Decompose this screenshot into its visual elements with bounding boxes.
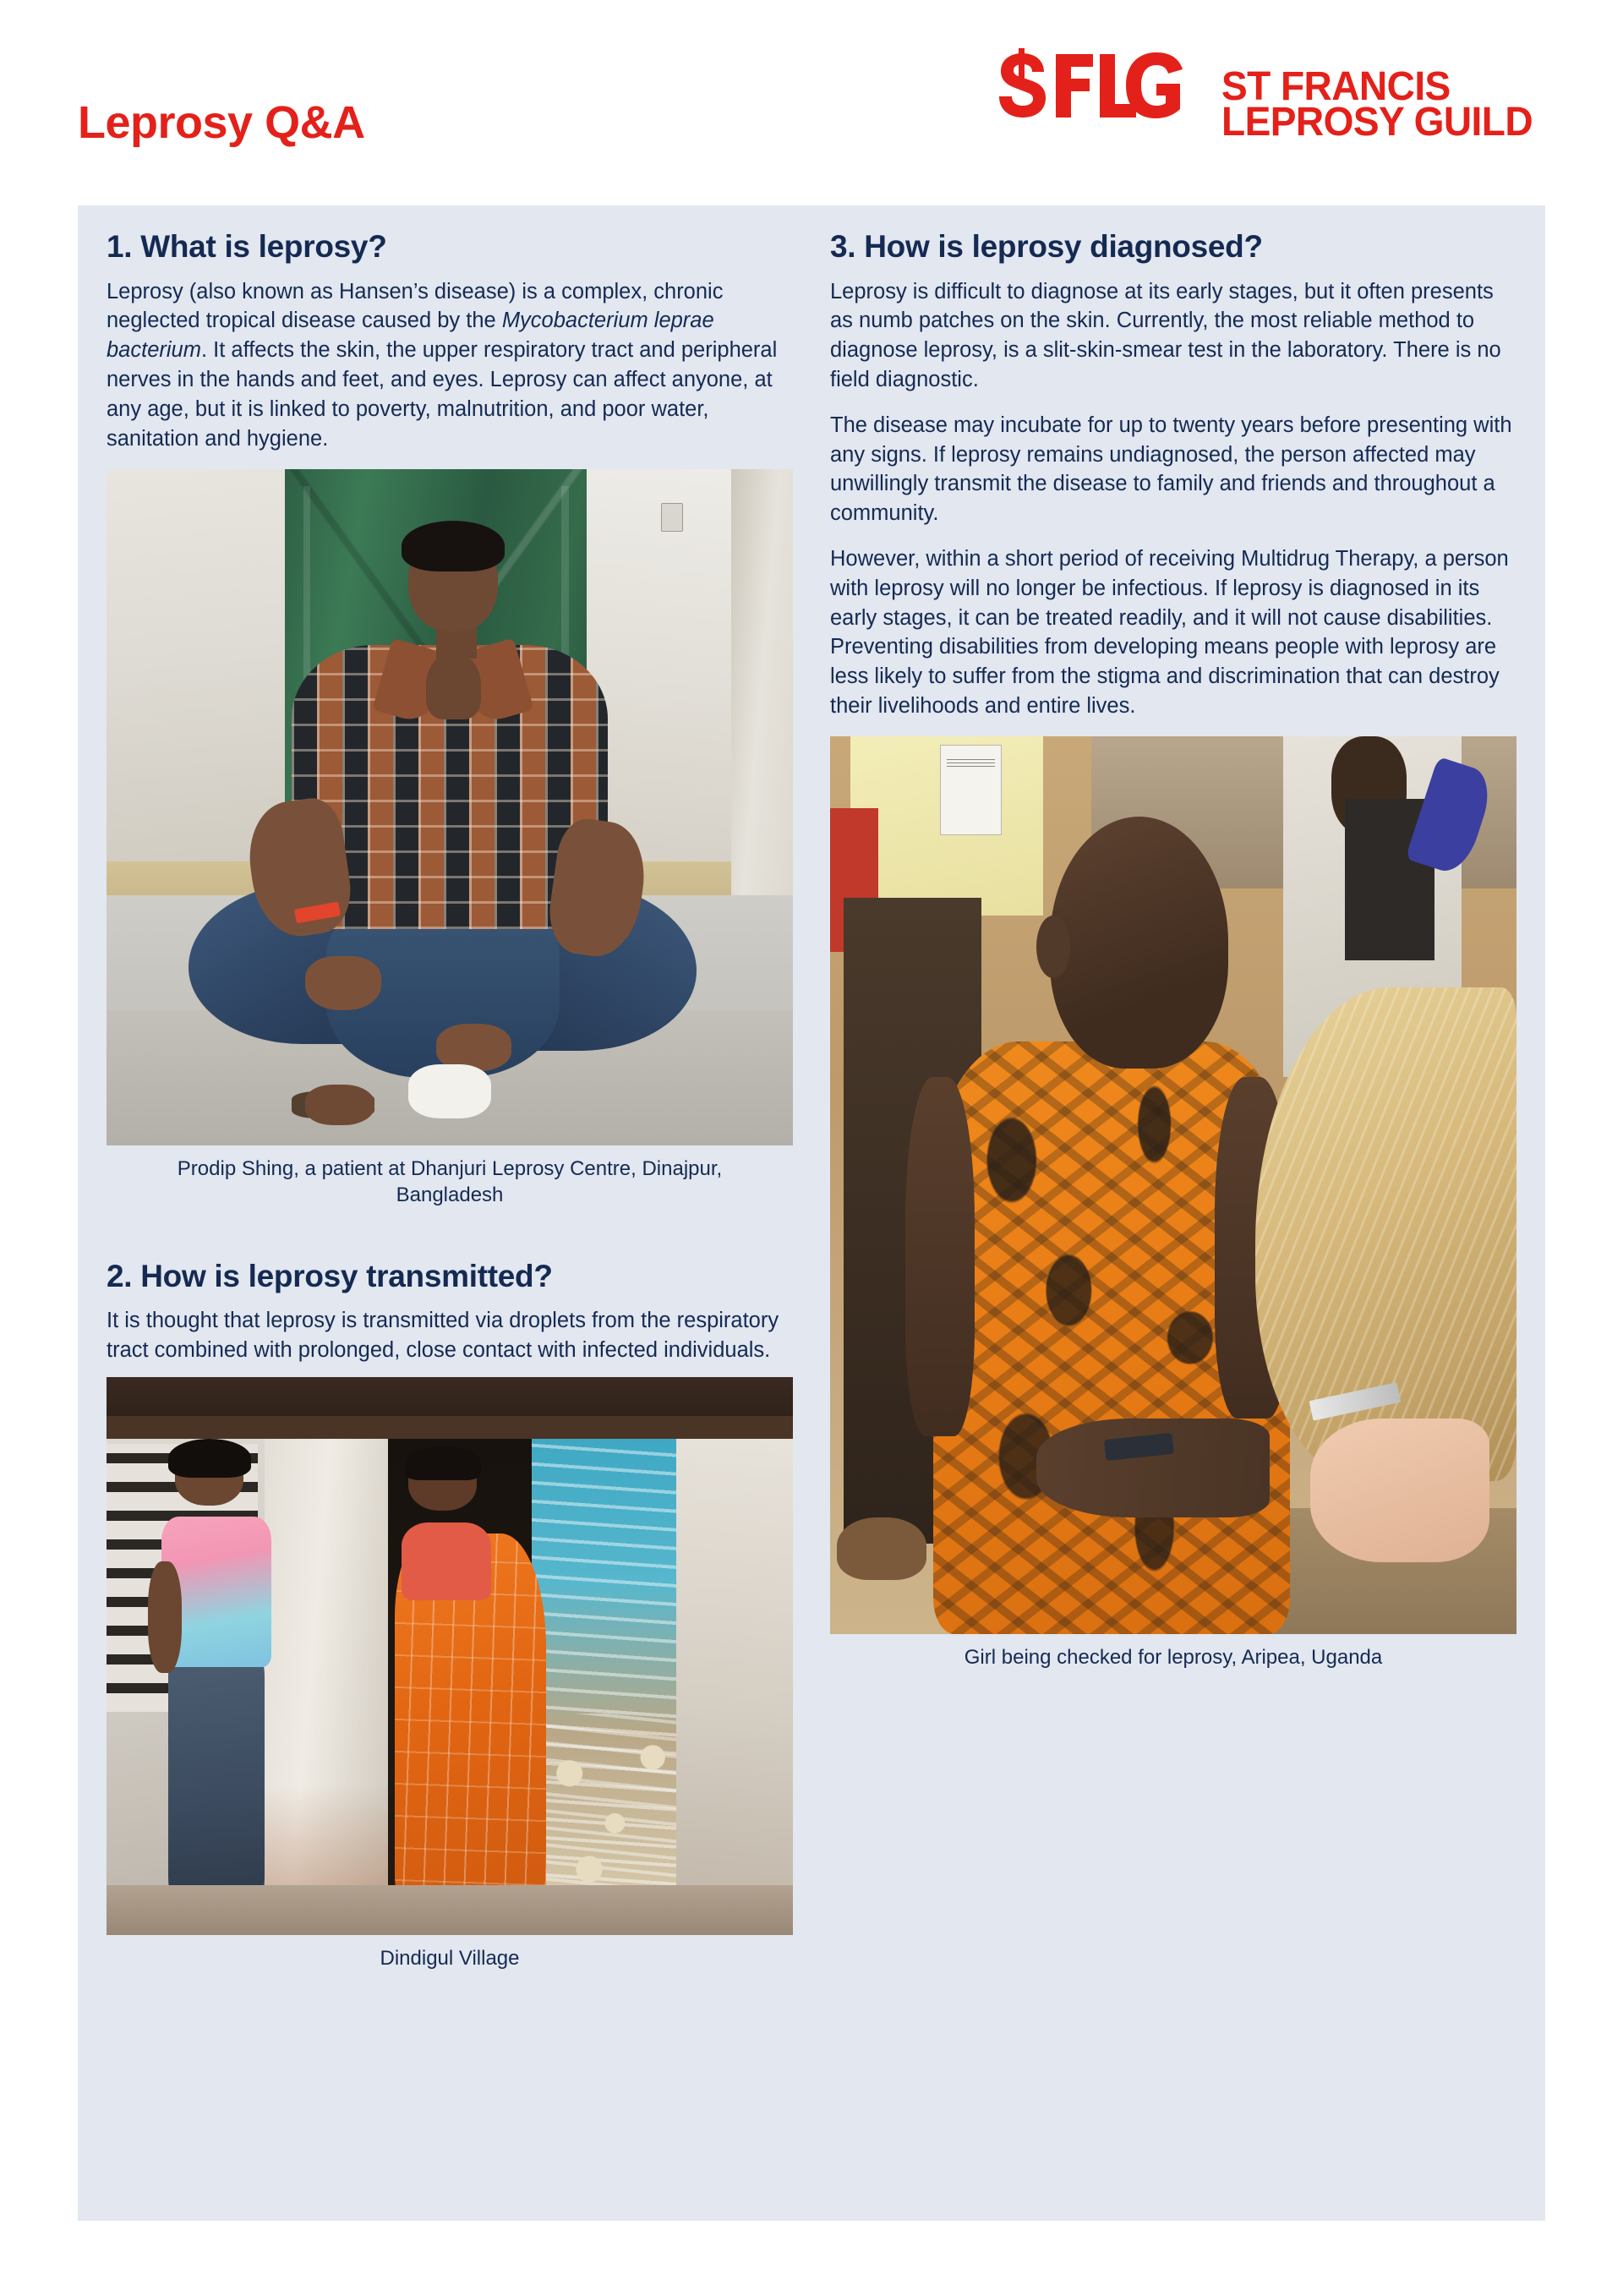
photo3-id-badge [940,745,1002,834]
logo-line-1: ST FRANCIS [1221,64,1451,110]
page-title: Leprosy Q&A [78,97,365,148]
figure-prodip-shing [107,469,793,1207]
sflg-monogram-icon [995,46,1206,142]
sflg-logo-wordmark [1221,64,1545,145]
q1-species-name: Mycobacterium leprae bacterium [107,309,714,363]
photo3-health-worker-hair [1255,987,1516,1481]
photo3-girl-head [1050,817,1228,1068]
photo2-boy-trousers [168,1656,265,1907]
content-panel [78,205,1545,2221]
photo1-hand-left [305,956,380,1010]
question-2-body: It is thought that leprosy is transmitted via droplets from the respiratory tract combined with prolonged, close contact with infected individuals. [107,1309,779,1363]
photo2-ground [107,1885,793,1935]
figure-aripea-uganda [830,736,1516,1670]
caption-dindigul-village: Dindigul Village [380,1946,520,1970]
q1-text-part1: Leprosy (also known as Hansen’s disease) is a complex, chronic neglected tropical disease caused by the [107,279,724,333]
photo-dindigul-village [107,1377,793,1935]
question-3-paragraph-2: The disease may incubate for up to twenty years before presenting with any signs. If leprosy remains undiagnosed, the person affected may unwillingly transmit the disease to family and friends and throughout a community. [830,413,1512,526]
figure-dindigul-village [107,1377,793,1971]
left-column [107,229,793,1971]
photo2-boy-arm [148,1561,183,1673]
photo1-chest [426,652,481,719]
right-column [830,229,1516,1971]
photo2-boy-hair [168,1439,250,1478]
caption-prodip-shing: Prodip Shing, a patient at Dhanjuri Leprosy Centre, Dinajpur, Bangladesh [177,1157,723,1206]
photo2-curtain [532,1439,683,1913]
photo3-girl-arm-left [905,1077,974,1436]
photo2-woman-hair [405,1446,480,1480]
question-3-paragraph-1: Leprosy is difficult to diagnose at its early stages, but it often presents as numb patches on the skin. Currently, the most reliable method to diagnose leprosy, is a slit-skin-smear test in the laboratory. There is no field diagnostic. [830,279,1501,391]
question-3-heading: 3. How is leprosy diagnosed? [830,229,1263,264]
photo-prodip-shing [107,469,793,1145]
logo-line-2: LEPROSY GUILD [1221,99,1533,145]
photo3-worker-shoe [837,1517,926,1580]
q1-text-part2: . It affects the skin, the upper respiratory tract and peripheral nerves in the hands and feet, and eyes. Leprosy can affect anyone, at any age, but it is linked to poverty, malnutrition, and poor water, sanitation and hygiene. [107,338,778,451]
photo2-pillar [265,1433,388,1935]
photo3-health-worker-hand [1310,1419,1489,1562]
question-1-body [107,277,793,454]
photo1-bandaged-foot [408,1064,490,1118]
photo2-woman-blouse [402,1522,491,1600]
caption-aripea-uganda: Girl being checked for leprosy, Aripea, Uganda [964,1645,1383,1669]
photo1-hair [402,521,505,571]
question-3-paragraph-3: However, within a short period of receiving Multidrug Therapy, a person with leprosy will no longer be infectious. If leprosy is diagnosed in its early stages, it can be treated readily, and it will not cause disabilities. Preventing disabilities from developing means people with leprosy are less likely to suffer from the stigma and discrimination that can destroy their livelihoods and entire lives. [830,546,1509,718]
photo3-girl-ear [1036,916,1071,978]
question-1-heading: 1. What is leprosy? [107,229,387,264]
sflg-logo [995,46,1545,145]
photo1-foot [305,1085,374,1125]
photo2-roof-beam [107,1416,793,1438]
question-2-heading: 2. How is leprosy transmitted? [107,1258,553,1293]
two-column-layout [107,229,1516,1971]
page-header [0,0,1623,205]
photo3-girl-forearm [1036,1419,1270,1517]
photo-aripea-uganda [830,736,1516,1634]
photo1-light-switch [661,503,683,532]
photo2-wall-right [676,1427,793,1935]
